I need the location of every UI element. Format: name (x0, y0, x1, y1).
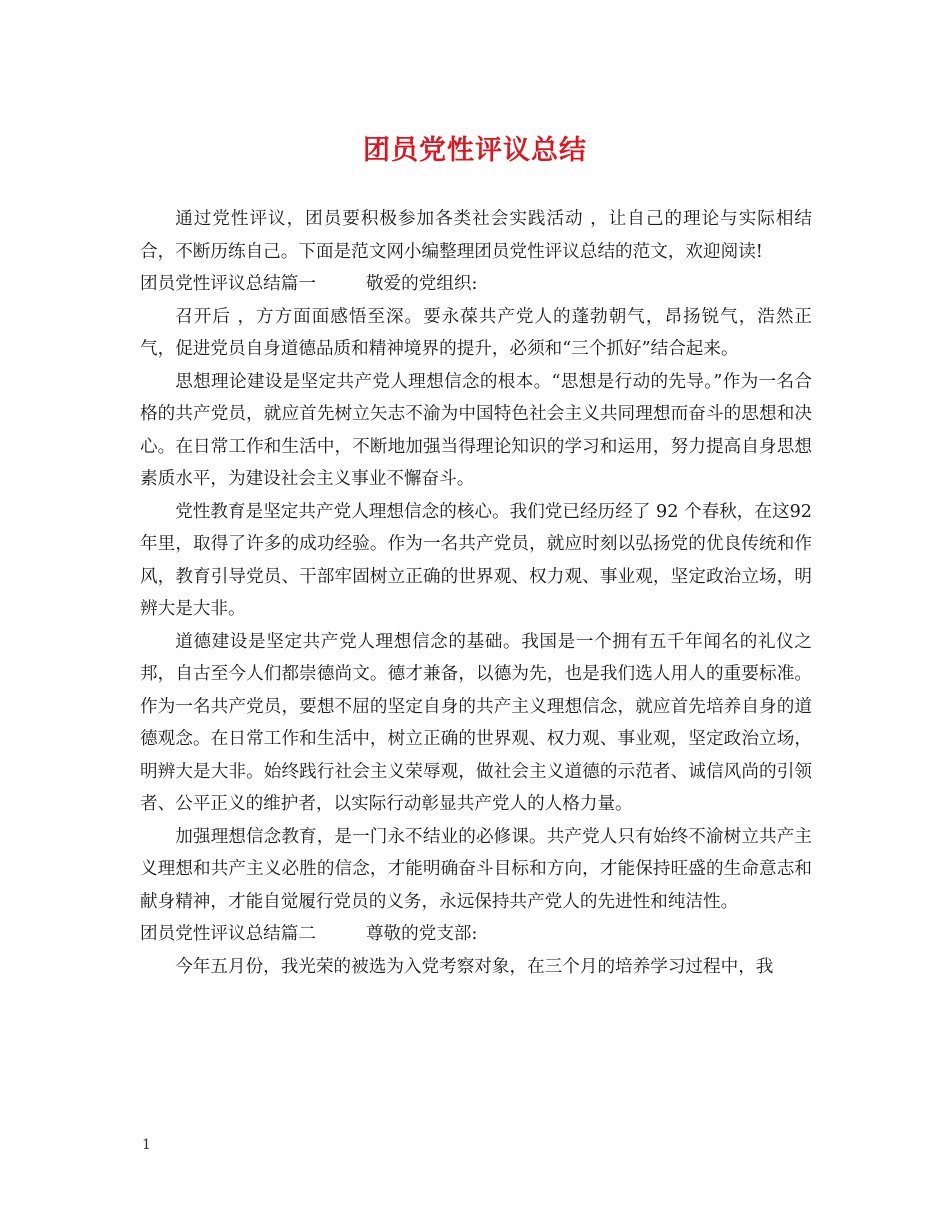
paragraph-intro: 通过党性评议，团员要积极参加各类社会实践活动 ，让自己的理论与实际相结合，不断历练自己。下面是范文网小编整理团员党性评议总结的范文，欢迎阅读! (140, 209, 812, 262)
paragraph: 党性教育是坚定共产党人理想信念的核心。我们党已经历经了 92 个春秋，在这92年里，取得了许多的成功经验。作为一名共产党员，就应时刻以弘扬党的优良传统和作风，教育引导党员、干部牢固树立正确的世界观、权力观、事业观，坚定政治立场，明辨大是大非。 (140, 501, 812, 619)
paragraph: 今年五月份，我光荣的被选为入党考察对象，在三个月的培养学习过程中，我 (175, 956, 774, 977)
paragraph: 道德建设是坚定共产党人理想信念的基础。我国是一个拥有五千年闻名的礼仪之邦，自古至今人们都崇德尚文。德才兼备，以德为先，也是我们选人用人的重要标准。作为一名共产党员，要想不屈的坚定自身的共产主义理想信念，就应首先培养自身的道德观念。在日常工作和生活中，树立正确的世界观、权力观、事业观，坚定政治立场，明辨大是大非。始终践行社会主义荣辱观，做社会主义道德的示范者、诚信风尚的引领者、公平正义的维护者，以实际行动彰显共产党人的人格力量。 (140, 631, 812, 814)
document-body (140, 203, 812, 983)
paragraph: 加强理想信念教育，是一门永不结业的必修课。共产党人只有始终不渝树立共产主义理想和共产主义必胜的信念，才能明确奋斗目标和方向，才能保持旺盛的生命意志和献身精神，才能自觉履行党员的义务，永远保持共产党人的先进性和纯洁性。 (140, 826, 812, 912)
section-salutation: 敬爱的党组织: (365, 274, 478, 294)
section-salutation: 尊敬的党支部: (365, 924, 478, 944)
section-heading-1 (140, 268, 812, 301)
paragraph: 召开后 ，方方面面感悟至深。要永葆共产党人的蓬勃朝气，昂扬锐气，浩然正气，促进党员自身道德品质和精神境界的提升，必须和“三个抓好”结合起来。 (140, 306, 812, 359)
section-heading-2 (140, 918, 812, 951)
paragraph: 思想理论建设是坚定共产党人理想信念的根本。“思想是行动的先导。”作为一名合格的共产党员，就应首先树立矢志不渝为中国特色社会主义共同理想而奋斗的思想和决心。在日常工作和生活中，不断地加强当得理论知识的学习和运用，努力提高自身思想素质水平，为建设社会主义事业不懈奋斗。 (140, 371, 812, 489)
section-heading-title: 团员党性评议总结篇一 (140, 274, 316, 294)
document-title: 团员党性评议总结 (363, 135, 587, 166)
section-heading-title: 团员党性评议总结篇二 (140, 924, 316, 944)
page-number: 1 (142, 1137, 151, 1153)
